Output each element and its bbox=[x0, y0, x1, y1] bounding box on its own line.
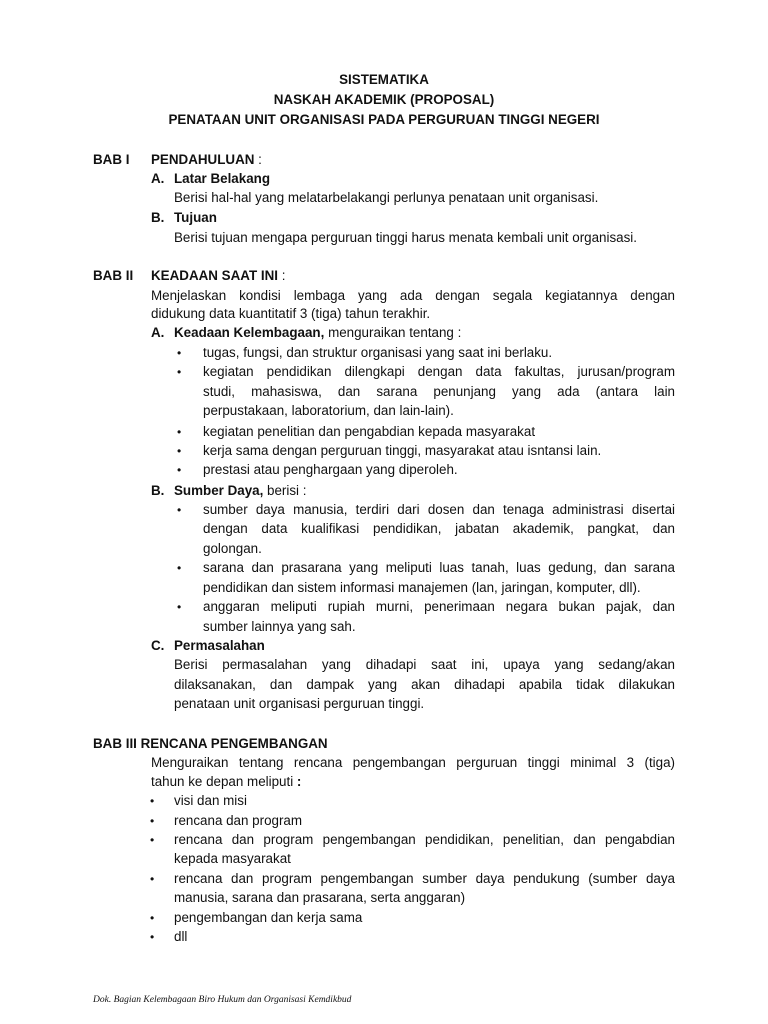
bab2-heading-line bbox=[151, 269, 285, 282]
bab1-heading-line bbox=[151, 153, 262, 166]
bab2-heading: KEADAAN SAAT INI bbox=[151, 268, 278, 283]
bab3-intro-line-1: Menguraikan tentang rencana pengembangan perguruan tinggi minimal 3 (tiga) bbox=[151, 755, 675, 770]
bab2-a-bullet-1: tugas, fungsi, dan struktur organisasi yang saat ini berlaku. bbox=[203, 345, 553, 360]
bullet-icon: • bbox=[177, 425, 182, 439]
bullet-icon: • bbox=[177, 561, 182, 575]
bab2-b-bullet-3-line-1: anggaran meliputi rupiah murni, penerimaan negara bukan pajak, dan bbox=[203, 599, 675, 614]
page-footer: Dok. Bagian Kelembagaan Biro Hukum dan Organisasi Kemdikbud bbox=[93, 995, 352, 1005]
bab1-heading: PENDAHULUAN bbox=[151, 152, 255, 167]
bab2-colon: : bbox=[277, 268, 286, 283]
title-line-1: SISTEMATIKA bbox=[339, 72, 429, 87]
bab3-intro-line-2 bbox=[151, 775, 301, 788]
bab2-b-heading bbox=[174, 484, 306, 497]
bullet-icon: • bbox=[150, 814, 155, 828]
bab2-b-bullet-2-line-1: sarana dan prasarana yang meliputi luas tanah, luas gedung, dan sarana bbox=[203, 560, 675, 575]
bab2-a-bullet-2-line-3: perpustakaan, laboratorium, dan lain-lain). bbox=[203, 403, 454, 418]
bullet-icon: • bbox=[177, 463, 182, 477]
bab1-colon: : bbox=[254, 152, 262, 167]
bullet-icon: • bbox=[177, 600, 182, 614]
bab2-a-title: Keadaan Kelembagaan, bbox=[174, 325, 325, 340]
bullet-icon: • bbox=[177, 503, 182, 517]
bullet-icon: • bbox=[150, 833, 155, 847]
bab1-b-text: Berisi tujuan mengapa perguruan tinggi harus menata kembali unit organisasi. bbox=[174, 230, 637, 245]
bab1-a-letter: A. bbox=[151, 171, 165, 186]
bab3-intro-colon: : bbox=[296, 774, 302, 789]
bab2-b-letter: B. bbox=[151, 483, 165, 498]
bab3-bullet-2: rencana dan program bbox=[174, 813, 303, 828]
bab2-label: BAB II bbox=[93, 268, 134, 283]
bab2-a-bullet-4: kerja sama dengan perguruan tinggi, masyarakat atau isntansi lain. bbox=[203, 443, 602, 458]
bab2-b-bullet-2-line-2: pendidikan dan sistem informasi manajemen (lan, jaringan, komputer, dll). bbox=[203, 580, 641, 595]
bab2-b-title: Sumber Daya, bbox=[174, 483, 264, 498]
bab2-b-bullet-1-line-3: golongan. bbox=[203, 541, 262, 556]
bab2-b-bullet-1-line-1: sumber daya manusia, terdiri dari dosen dan tenaga administrasi disertai bbox=[203, 502, 675, 517]
bullet-icon: • bbox=[150, 872, 155, 886]
bab1-b-letter: B. bbox=[151, 210, 165, 225]
bab1-a-text: Berisi hal-hal yang melatarbelakangi perlunya penataan unit organisasi. bbox=[174, 190, 599, 205]
bab3-bullet-3-line-1: rencana dan program pengembangan pendidikan, penelitian, dan pengabdian bbox=[174, 832, 675, 847]
bullet-icon: • bbox=[177, 444, 182, 458]
bab2-b-bullet-3-line-2: sumber lainnya yang sah. bbox=[203, 619, 356, 634]
bullet-icon: • bbox=[150, 930, 155, 944]
bab3-bullet-6: dll bbox=[174, 929, 188, 944]
bab2-a-bullet-5: prestasi atau penghargaan yang diperoleh. bbox=[203, 462, 458, 477]
bab2-b-bullet-1-line-2: dengan data kualifikasi pendidikan, jabatan akademik, pangkat, dan bbox=[203, 521, 675, 536]
bab2-c-line-1: Berisi permasalahan yang dihadapi saat ini, upaya yang sedang/akan bbox=[174, 657, 675, 672]
bab2-a-heading bbox=[174, 326, 461, 339]
bab3-bullet-3-line-2: kepada masyarakat bbox=[174, 851, 291, 866]
bab3-bullet-5: pengembangan dan kerja sama bbox=[174, 910, 363, 925]
bab2-b-rest: berisi : bbox=[263, 483, 307, 498]
bab2-c-title: Permasalahan bbox=[174, 638, 265, 653]
title-line-3: PENATAAN UNIT ORGANISASI PADA PERGURUAN TINGGI NEGERI bbox=[168, 112, 600, 127]
bab3-intro-text: tahun ke depan meliputi bbox=[151, 774, 297, 789]
bab2-intro-line-1: Menjelaskan kondisi lembaga yang ada dengan segala kegiatannya dengan bbox=[151, 288, 675, 303]
bab3-bullet-1: visi dan misi bbox=[174, 793, 247, 808]
bab2-a-bullet-3: kegiatan penelitian dan pengabdian kepada masyarakat bbox=[203, 424, 536, 439]
bullet-icon: • bbox=[177, 346, 182, 360]
bab2-a-letter: A. bbox=[151, 325, 165, 340]
bab2-a-bullet-2-line-1: kegiatan pendidikan dilengkapi dengan data fakultas, jurusan/program bbox=[203, 364, 675, 379]
bab2-c-letter: C. bbox=[151, 638, 165, 653]
bab2-intro-line-2: didukung data kuantitatif 3 (tiga) tahun terakhir. bbox=[151, 306, 431, 321]
bullet-icon: • bbox=[150, 911, 155, 925]
bab3-bullet-4-line-1: rencana dan program pengembangan sumber daya pendukung (sumber daya bbox=[174, 871, 675, 886]
bab2-a-rest: menguraikan tentang : bbox=[324, 325, 462, 340]
bullet-icon: • bbox=[177, 365, 182, 379]
bab1-b-title: Tujuan bbox=[174, 210, 217, 225]
bab2-c-line-2: dilaksanakan, dan dampak yang akan dihadapi apabila tidak dilakukan bbox=[174, 677, 675, 692]
title-line-2: NASKAH AKADEMIK (PROPOSAL) bbox=[273, 92, 495, 107]
bab2-a-bullet-2-line-2: studi, mahasiswa, dan sarana penunjang yang ada (antara lain bbox=[203, 384, 675, 399]
bullet-icon: • bbox=[150, 794, 155, 808]
bab1-a-title: Latar Belakang bbox=[174, 171, 271, 186]
bab3-label: BAB III RENCANA PENGEMBANGAN bbox=[93, 736, 328, 751]
bab3-bullet-4-line-2: manusia, sarana dan prasarana, serta anggaran) bbox=[174, 890, 466, 905]
bab1-label: BAB I bbox=[93, 152, 130, 167]
bab2-c-line-3: penataan unit organisasi perguruan tinggi. bbox=[174, 696, 425, 711]
